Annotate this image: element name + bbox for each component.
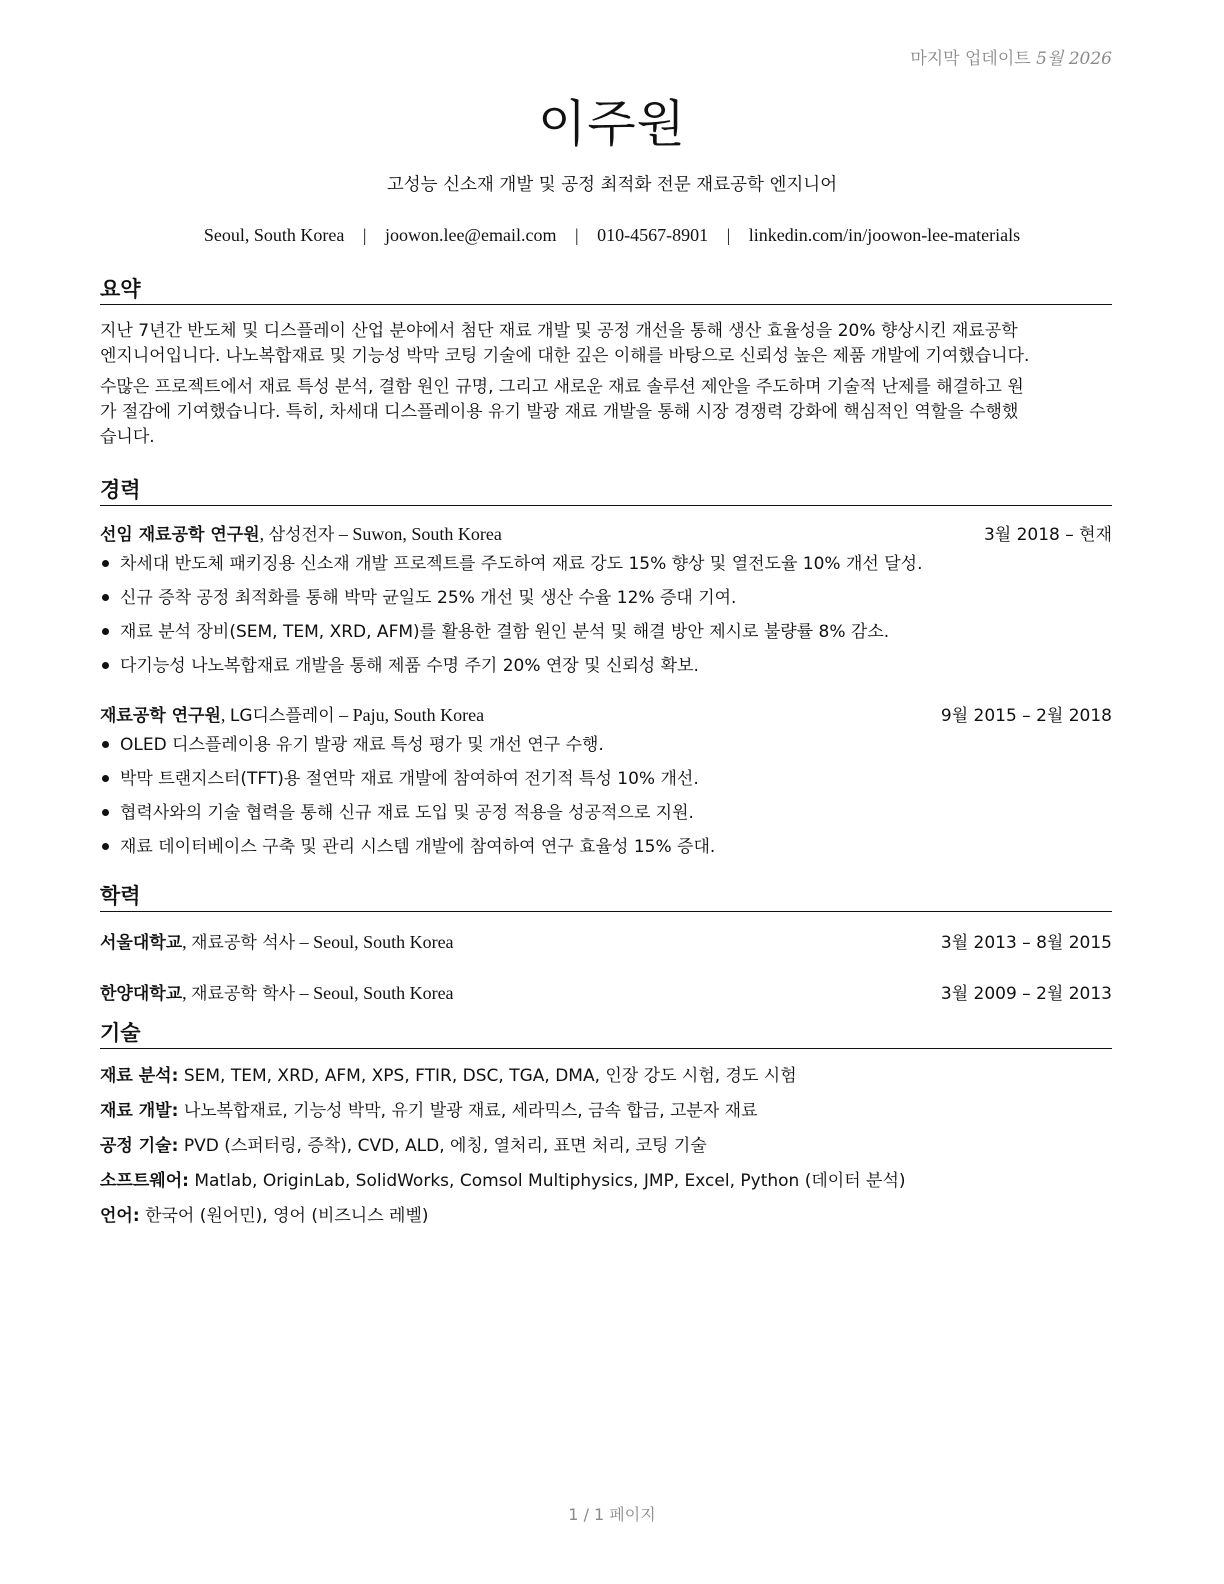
job-bullet: 차세대 반도체 패키징용 신소재 개발 프로젝트를 주도하여 재료 강도 15% 향상 및 열전도율 10% 개선 달성. xyxy=(100,547,1112,581)
contact-separator: | xyxy=(574,225,579,245)
skill-label: 재료 분석: xyxy=(100,1066,179,1086)
last-updated xyxy=(910,44,1112,69)
skill-value: Matlab, OriginLab, SolidWorks, Comsol Multiphysics, JMP, Excel, Python (데이터 분석) xyxy=(194,1171,906,1191)
skill-label: 소프트웨어: xyxy=(100,1171,189,1191)
skills-title: 기술 xyxy=(100,1020,1112,1049)
job-bullet: 신규 증착 공정 최적화를 통해 박막 균일도 25% 개선 및 생산 수율 12% 증대 기여. xyxy=(100,581,1112,615)
skill-row xyxy=(100,1199,1112,1234)
job-bullets xyxy=(100,547,1112,683)
summary-line: 가 절감에 기여했습니다. 특히, 차세대 디스플레이용 유기 발광 재료 개발을 통해 시장 경쟁력 강화에 핵심적인 역할을 수행했 xyxy=(100,402,1019,422)
job-bullet: 다기능성 나노복합재료 개발을 통해 제품 수명 주기 20% 연장 및 신뢰성 확보. xyxy=(100,649,1112,683)
education-school: 서울대학교 xyxy=(100,933,183,953)
education-degree: 재료공학 석사 xyxy=(191,933,296,953)
skill-row xyxy=(100,1094,1112,1129)
experience-title: 경력 xyxy=(100,477,1112,506)
bullet-icon xyxy=(102,628,109,635)
education-title: 학력 xyxy=(100,883,1112,912)
skill-value: PVD (스퍼터링, 증착), CVD, ALD, 에칭, 열처리, 표면 처리, 코팅 기술 xyxy=(183,1136,707,1156)
skills-section xyxy=(100,1020,1112,1234)
last-updated-year: 2026 xyxy=(1068,49,1112,69)
education-school: 한양대학교 xyxy=(100,984,183,1004)
job-company: 삼성전자 xyxy=(268,525,335,545)
skill-label: 재료 개발: xyxy=(100,1101,179,1121)
job-location: Suwon, South Korea xyxy=(352,524,502,544)
last-updated-month: 5월 xyxy=(1036,49,1064,69)
bullet-icon xyxy=(102,809,109,816)
job-bullet: 협력사와의 기술 협력을 통해 신규 재료 도입 및 공정 적용을 성공적으로 지원. xyxy=(100,796,1112,830)
education-entry: 서울대학교, 재료공학 석사 – Seoul, South Korea 3월 2013 – 8월 2015 xyxy=(100,928,1112,953)
skill-row xyxy=(100,1059,1112,1094)
skill-value: 한국어 (원어민), 영어 (비즈니스 레벨) xyxy=(145,1206,429,1226)
person-name: 이주원 xyxy=(538,95,686,153)
headline: 고성능 신소재 개발 및 공정 최적화 전문 재료공학 엔지니어 xyxy=(386,175,838,195)
job-role: 선임 재료공학 연구원 xyxy=(100,525,260,545)
bullet-icon xyxy=(102,741,109,748)
education-dates: 3월 2009 – 2월 2013 xyxy=(940,984,1112,1004)
job-bullet: OLED 디스플레이용 유기 발광 재료 특성 평가 및 개선 연구 수행. xyxy=(100,728,1112,762)
summary-paragraph-1 xyxy=(100,319,1112,369)
job-dates: 3월 2018 – 현재 xyxy=(983,525,1112,545)
skill-row xyxy=(100,1164,1112,1199)
contact-separator: | xyxy=(362,225,367,245)
job-bullet: 재료 데이터베이스 구축 및 관리 시스템 개발에 참여하여 연구 효율성 15% 증대. xyxy=(100,830,1112,864)
education-location: Seoul, South Korea xyxy=(313,932,454,952)
job-header: 선임 재료공학 연구원, 삼성전자 – Suwon, South Korea 3월 2018 – 현재 xyxy=(100,520,1112,545)
education-section xyxy=(100,883,1112,1004)
contact-location: Seoul, South Korea xyxy=(203,225,345,245)
contact-phone[interactable]: 010-4567-8901 xyxy=(597,225,709,245)
skill-label: 공정 기술: xyxy=(100,1136,179,1156)
job-role: 재료공학 연구원 xyxy=(100,706,221,726)
job-bullets xyxy=(100,728,1112,864)
skill-row xyxy=(100,1129,1112,1164)
contact-email[interactable]: joowon.lee@email.com xyxy=(384,225,557,245)
summary-line: 엔지니어입니다. 나노복합재료 및 기능성 박막 코팅 기술에 대한 깊은 이해를 바탕으로 신뢰성 높은 제품 개발에 기여했습니다. xyxy=(100,346,1030,366)
job-header: 재료공학 연구원, LG디스플레이 – Paju, South Korea 9월 2015 – 2월 2018 xyxy=(100,701,1112,726)
bullet-icon xyxy=(102,775,109,782)
job-bullet: 박막 트랜지스터(TFT)용 절연막 재료 개발에 참여하여 전기적 특성 10% 개선. xyxy=(100,762,1112,796)
summary-line: 지난 7년간 반도체 및 디스플레이 산업 분야에서 첨단 재료 개발 및 공정 개선을 통해 생산 효율성을 20% 향상시킨 재료공학 xyxy=(100,321,1018,341)
education-dates: 3월 2013 – 8월 2015 xyxy=(940,933,1112,953)
skill-value: SEM, TEM, XRD, AFM, XPS, FTIR, DSC, TGA, DMA, 인장 강도 시험, 경도 시험 xyxy=(183,1066,797,1086)
summary-line: 습니다. xyxy=(100,427,155,447)
summary-paragraph-2 xyxy=(100,375,1112,450)
last-updated-label: 마지막 업데이트 xyxy=(910,49,1031,69)
skill-label: 언어: xyxy=(100,1206,140,1226)
summary-title: 요약 xyxy=(100,276,1112,305)
contact-separator: | xyxy=(726,225,731,245)
job-entry xyxy=(100,520,1112,683)
education-entry: 한양대학교, 재료공학 학사 – Seoul, South Korea 3월 2009 – 2월 2013 xyxy=(100,979,1112,1004)
summary-line: 수많은 프로젝트에서 재료 특성 분석, 결함 원인 규명, 그리고 새로운 재료 솔루션 제안을 주도하며 기술적 난제를 해결하고 원 xyxy=(100,377,1024,397)
contact-line xyxy=(0,225,1224,246)
bullet-icon xyxy=(102,843,109,850)
job-company: LG디스플레이 xyxy=(229,706,335,726)
education-degree: 재료공학 학사 xyxy=(191,984,296,1004)
skill-value: 나노복합재료, 기능성 박막, 유기 발광 재료, 세라믹스, 금속 합금, 고분자 재료 xyxy=(183,1101,758,1121)
bullet-icon xyxy=(102,662,109,669)
education-location: Seoul, South Korea xyxy=(313,983,454,1003)
experience-section xyxy=(100,477,1112,864)
page-number: 1 / 1 페이지 xyxy=(568,1505,656,1524)
bullet-icon xyxy=(102,560,109,567)
bullet-icon xyxy=(102,594,109,601)
job-dates: 9월 2015 – 2월 2018 xyxy=(940,706,1112,726)
contact-linkedin[interactable]: linkedin.com/in/joowon-lee-materials xyxy=(748,225,1021,245)
job-location: Paju, South Korea xyxy=(352,705,485,725)
job-bullet: 재료 분석 장비(SEM, TEM, XRD, AFM)를 활용한 결함 원인 분석 및 해결 방안 제시로 불량률 8% 감소. xyxy=(100,615,1112,649)
job-entry xyxy=(100,701,1112,864)
summary-section xyxy=(100,276,1112,450)
